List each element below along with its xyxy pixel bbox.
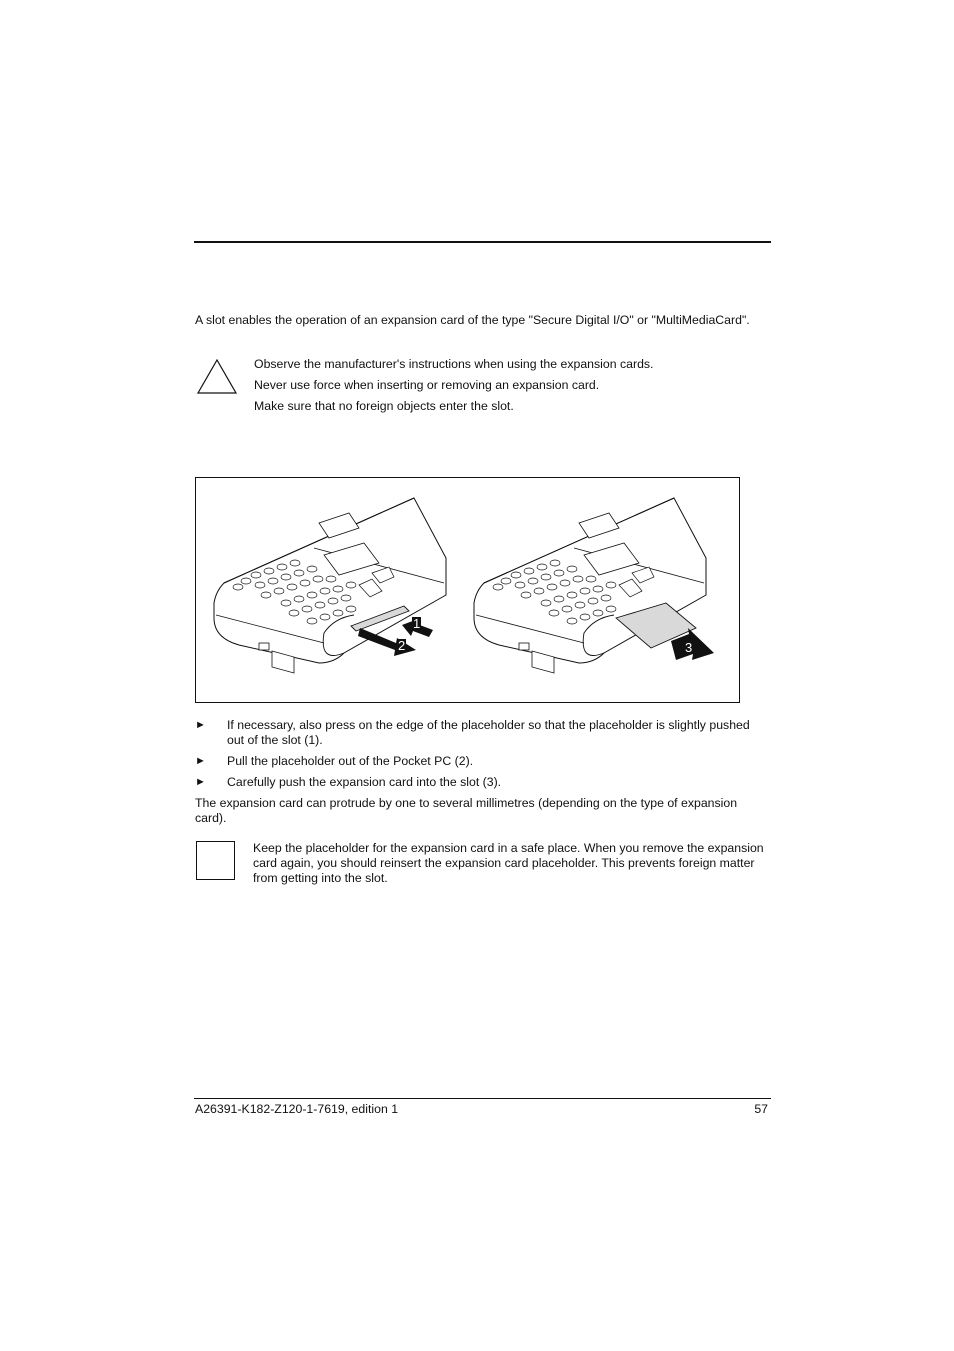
- page-number: 57: [754, 1102, 768, 1116]
- step-3-text: Carefully push the expansion card into the slot (3).: [227, 775, 502, 789]
- footer-rule: [194, 1098, 771, 1099]
- callout-2: 2: [398, 638, 406, 653]
- step-3: [195, 775, 755, 790]
- callout-3: 3: [685, 640, 693, 655]
- step-2-text: Pull the placeholder out of the Pocket PC (2).: [227, 754, 474, 768]
- bullet-arrow-icon: ►: [195, 755, 206, 767]
- warning-line-2: Never use force when inserting or removing an expansion card.: [254, 378, 600, 392]
- step-2: [195, 754, 755, 769]
- bullet-arrow-icon: ►: [195, 776, 206, 788]
- note-box-icon: [196, 841, 235, 880]
- footer-doc-id: A26391-K182-Z120-1-7619, edition 1: [195, 1102, 399, 1116]
- warning-line-1: Observe the manufacturer's instructions when using the expansion cards.: [254, 357, 654, 371]
- warning-line-3: Make sure that no foreign objects enter the slot.: [254, 399, 514, 413]
- warning-triangle-icon: [196, 359, 238, 395]
- protrude-paragraph: The expansion card can protrude by one to several millimetres (depending on the type of expansion card).: [195, 796, 738, 825]
- note-text: Keep the placeholder for the expansion card in a safe place. When you remove the expansion card again, you should reinsert the expansion card placeholder. This prevents foreign matter from getting into the slot.: [253, 841, 764, 885]
- callout-1: 1: [413, 616, 421, 631]
- expansion-card-illustration: [195, 477, 740, 703]
- intro-paragraph: A slot enables the operation of an expansion card of the type "Secure Digital I/O" or "MultiMediaCard".: [195, 313, 750, 327]
- step-1: [195, 718, 755, 748]
- step-1-text: If necessary, also press on the edge of the placeholder so that the placeholder is slightly pushed out of the slot (1).: [227, 718, 750, 747]
- header-rule: [194, 241, 771, 243]
- pocket-pc-drawing: [196, 478, 741, 704]
- bullet-arrow-icon: ►: [195, 719, 206, 731]
